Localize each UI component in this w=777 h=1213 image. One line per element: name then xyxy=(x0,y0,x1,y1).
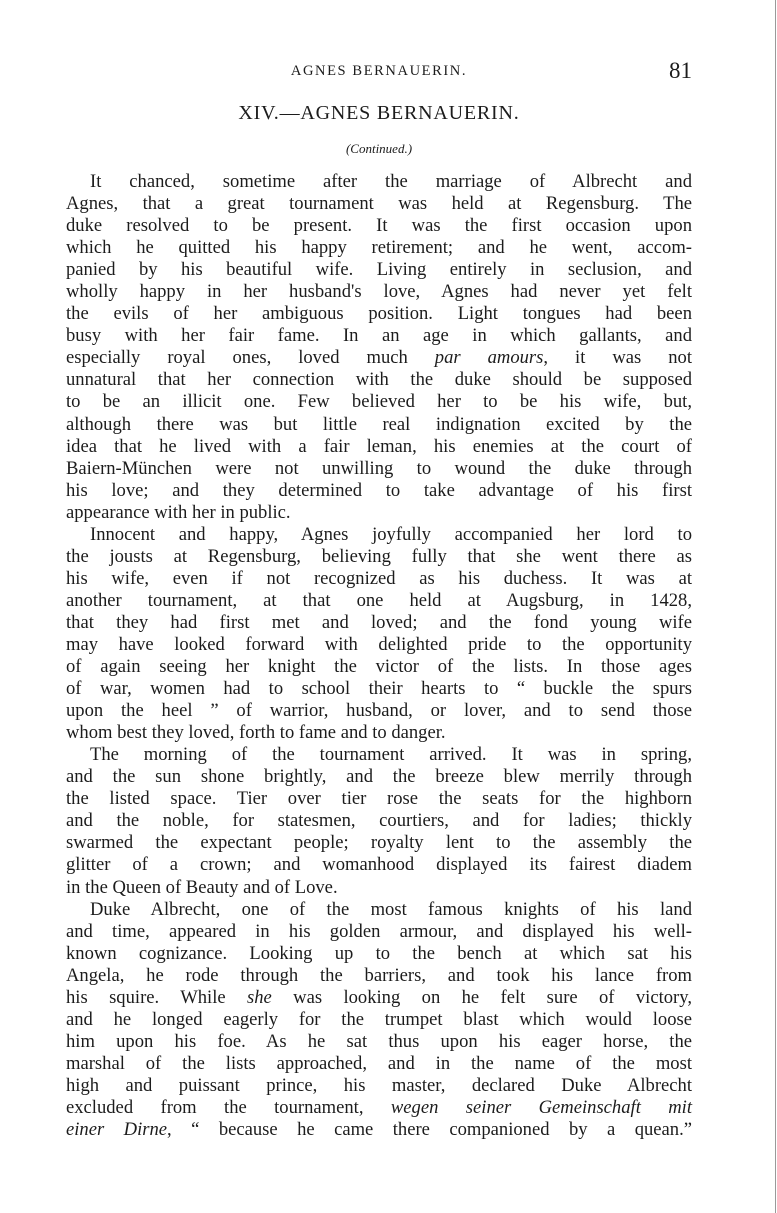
text-line: The morning of the tournament arrived. It was in spring, xyxy=(90,744,692,766)
text-line: another tournament, at that one held at Augsburg, in 1428, xyxy=(66,589,692,611)
text-line: and the sun shone brightly, and the breeze blew merrily through xyxy=(66,766,692,788)
text-line: to be an illicit one. Few believed her to be his wife, but, xyxy=(66,391,692,413)
text-line: and he longed eagerly for the trumpet blast which would loose xyxy=(66,1008,692,1030)
body-text xyxy=(66,171,692,1141)
text-line: marshal of the lists approached, and in the name of the most xyxy=(66,1052,692,1074)
text-segment: his squire. While xyxy=(66,986,226,1008)
text-line: duke resolved to be present. It was the first occasion upon xyxy=(66,215,692,237)
text-line xyxy=(66,347,692,369)
text-line: idea that he lived with a fair leman, his enemies at the court of xyxy=(66,435,692,457)
text-line: and the noble, for statesmen, courtiers, and for ladies; thickly xyxy=(66,810,692,832)
text-segment: , “ because he came there companioned by a quean.” xyxy=(167,1119,692,1141)
text-line: the evils of her ambiguous position. Light tongues had been xyxy=(66,303,692,325)
page-edge-rule xyxy=(775,0,776,1213)
text-line: Duke Albrecht, one of the most famous knights of his land xyxy=(90,898,692,920)
text-line: his wife, even if not recognized as his duchess. It was at xyxy=(66,567,692,589)
text-line: him upon his foe. As he sat thus upon his eager horse, the xyxy=(66,1030,692,1052)
text-line: which he quitted his happy retirement; and he went, accom- xyxy=(66,237,692,259)
text-line: high and puissant prince, his master, declared Duke Albrecht xyxy=(66,1074,692,1096)
text-line: of again seeing her knight the victor of the lists. In those ages xyxy=(66,656,692,678)
text-line: Angela, he rode through the barriers, and took his lance from xyxy=(66,964,692,986)
text-line: busy with her fair fame. In an age in which gallants, and xyxy=(66,325,692,347)
text-line: upon the heel ” of warrior, husband, or lover, and to send those xyxy=(66,700,692,722)
italic-phrase: wegen seiner Gemeinschaft mit xyxy=(390,1096,693,1118)
text-line: unnatural that her connection with the duke should be supposed xyxy=(66,369,692,391)
text-line: the listed space. Tier over tier rose the seats for the highborn xyxy=(66,788,692,810)
running-title: AGNES BERNAUERIN. xyxy=(290,63,468,79)
text-line: It chanced, sometime after the marriage of Albrecht and xyxy=(90,171,692,192)
text-line: wholly happy in her husband's love, Agnes had never yet felt xyxy=(66,281,692,303)
page-number: 81 xyxy=(669,58,692,83)
text-line: appearance with her in public. xyxy=(66,501,291,523)
text-line: that they had first met and loved; and the fond young wife xyxy=(66,611,692,633)
text-line: Agnes, that a great tournament was held at Regensburg. The xyxy=(66,193,692,215)
italic-phrase: par amours xyxy=(434,347,544,369)
text-line: of war, women had to school their hearts to “ buckle the spurs xyxy=(66,678,692,700)
text-segment: especially royal ones, loved much xyxy=(66,347,408,369)
italic-phrase: einer Dirne xyxy=(66,1119,168,1141)
text-line: Baiern-München were not unwilling to wound the duke through xyxy=(66,457,692,479)
text-line: in the Queen of Beauty and of Love. xyxy=(66,876,338,898)
text-line xyxy=(66,1119,692,1141)
text-line: glitter of a crown; and womanhood displayed its fairest diadem xyxy=(66,854,692,876)
text-segment: , it was not xyxy=(543,347,692,369)
text-line xyxy=(66,1097,692,1119)
text-line: and time, appeared in his golden armour, and displayed his well- xyxy=(66,920,692,942)
text-line: although there was but little real indignation excited by the xyxy=(66,413,692,435)
italic-word: she xyxy=(247,986,272,1008)
chapter-title: XIV.—AGNES BERNAUERIN. xyxy=(238,102,520,124)
text-line: whom best they loved, forth to fame and to danger. xyxy=(66,722,446,744)
text-line xyxy=(66,987,692,1009)
text-line: panied by his beautiful wife. Living entirely in seclusion, and xyxy=(66,259,692,281)
running-head xyxy=(66,58,692,88)
continued-note: (Continued.) xyxy=(345,141,413,156)
text-line: Innocent and happy, Agnes joyfully accompanied her lord to xyxy=(90,523,692,545)
text-line: the jousts at Regensburg, believing fully that she went there as xyxy=(66,545,692,567)
text-segment: excluded from the tournament, xyxy=(66,1096,364,1118)
text-line: swarmed the expectant people; royalty lent to the assembly the xyxy=(66,832,692,854)
text-segment: was looking on he felt sure of victory, xyxy=(293,986,692,1008)
text-line: his love; and they determined to take advantage of his first xyxy=(66,479,692,501)
text-line: may have looked forward with delighted pride to the opportunity xyxy=(66,633,692,655)
text-line: known cognizance. Looking up to the bench at which sat his xyxy=(66,942,692,964)
